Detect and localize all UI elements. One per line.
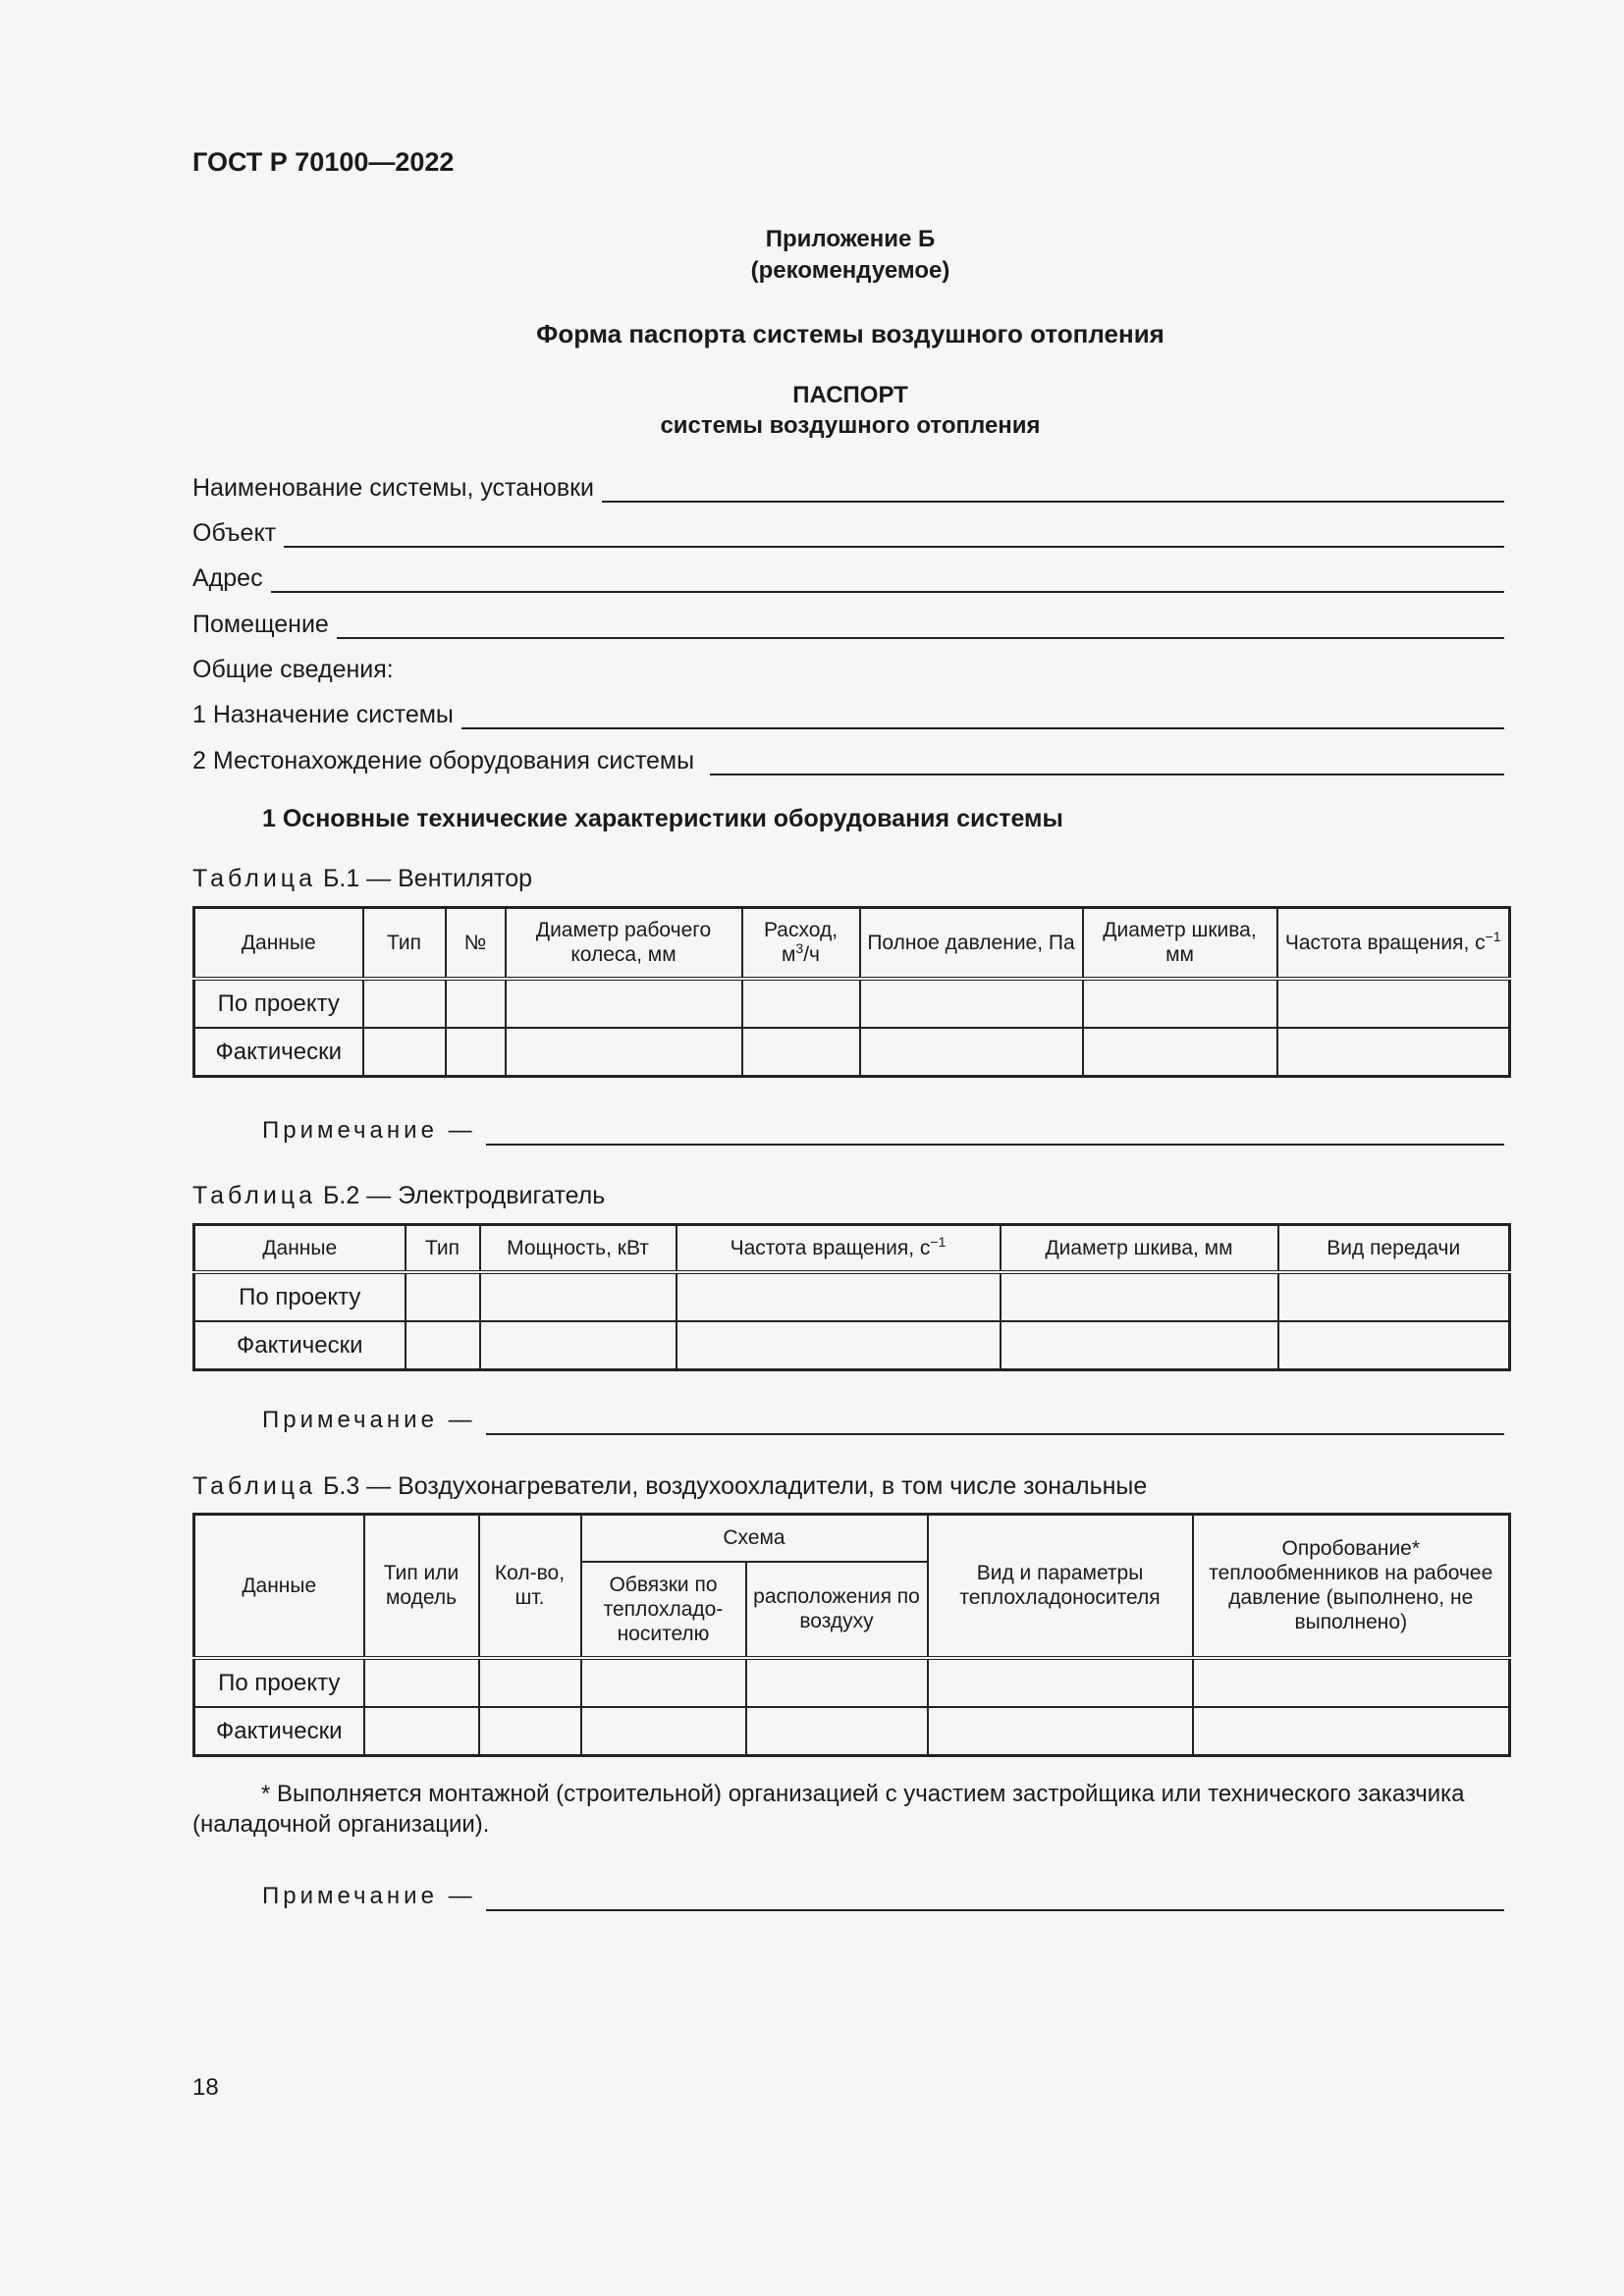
note-table1 (262, 1112, 1504, 1146)
table-cell[interactable] (480, 1272, 677, 1321)
row-label: По проекту (194, 1272, 406, 1321)
table-header-row (194, 1515, 1510, 1562)
table-cell[interactable] (581, 1658, 746, 1707)
superscript: 3 (795, 940, 804, 957)
col-header: Тип (406, 1225, 480, 1272)
caption-prefix: Таблица (192, 865, 317, 892)
table2-caption (192, 1182, 605, 1210)
caption-text: Б.2 — Электродвигатель (316, 1182, 606, 1209)
field-general (192, 651, 1504, 684)
superscript: −1 (930, 1233, 947, 1250)
col-header (1277, 908, 1510, 979)
table-header-row (194, 908, 1510, 979)
field-label: 2 Местонахождение оборудования системы (192, 747, 695, 774)
fill-line[interactable] (461, 702, 1504, 729)
caption-prefix: Таблица (192, 1182, 317, 1209)
row-label: Фактически (194, 1321, 406, 1370)
col-header (677, 1225, 1001, 1272)
field-label: 1 Назначение системы (192, 701, 454, 728)
table-cell[interactable] (928, 1658, 1193, 1707)
table-cell[interactable] (1193, 1707, 1510, 1756)
table-cell[interactable] (860, 1028, 1083, 1077)
col-header: Данные (194, 908, 363, 979)
fill-line[interactable] (486, 1120, 1504, 1146)
table-row (194, 979, 1510, 1028)
footnote: * Выполняется монтажной (строительной) организацией с участием застройщика или технического заказчика (наладочной организации). (192, 1781, 1465, 1838)
table-cell[interactable] (928, 1707, 1193, 1756)
fill-line[interactable] (271, 565, 1504, 593)
fill-line[interactable] (284, 520, 1504, 548)
table-row (194, 1028, 1510, 1077)
table-fan (192, 906, 1511, 1078)
caption-text: Б.3 — Воздухонагреватели, воздухоохладители, в том числе зональные (316, 1472, 1148, 1500)
col-header: Тип (363, 908, 446, 979)
table-cell[interactable] (1277, 979, 1510, 1028)
col-header: Схема (581, 1515, 928, 1562)
table-cell[interactable] (1278, 1272, 1510, 1321)
col-header: Тип или модель (364, 1515, 479, 1658)
field-label: Объект (192, 519, 277, 547)
table-header-row (194, 1225, 1510, 1272)
document-header: ГОСТ Р 70100—2022 (192, 147, 455, 177)
table-cell[interactable] (746, 1707, 928, 1756)
field-label: Помещение (192, 611, 329, 638)
table-cell[interactable] (860, 979, 1083, 1028)
note-label: Примечание — (262, 1117, 476, 1144)
col-header: Мощность, кВт (480, 1225, 677, 1272)
fill-line[interactable] (486, 1410, 1504, 1435)
table-cell[interactable] (1193, 1658, 1510, 1707)
table-cell[interactable] (581, 1707, 746, 1756)
table-cell[interactable] (506, 1028, 742, 1077)
field-room (192, 606, 1504, 639)
table-cell[interactable] (1001, 1321, 1278, 1370)
col-header: Диаметр шкива, мм (1083, 908, 1277, 979)
section-heading: 1 Основные технические характеристики оборудования системы (262, 805, 1063, 832)
row-label: По проекту (194, 979, 363, 1028)
superscript: −1 (1485, 928, 1501, 944)
table-cell[interactable] (406, 1272, 480, 1321)
col-header: Опробование* теплообменников на рабочее давление (выполнено, не выполнено) (1193, 1515, 1510, 1658)
table-cell[interactable] (364, 1658, 479, 1707)
note-label: Примечание — (262, 1407, 476, 1433)
table-cell[interactable] (1001, 1272, 1278, 1321)
field-address (192, 560, 1504, 593)
col-header: Данные (194, 1225, 406, 1272)
note-table2 (262, 1402, 1504, 1435)
table-cell[interactable] (479, 1707, 581, 1756)
table-cell[interactable] (1278, 1321, 1510, 1370)
col-header: Диаметр шкива, мм (1001, 1225, 1278, 1272)
header-text: Расход, м (763, 919, 839, 967)
note-label: Примечание — (262, 1883, 476, 1909)
caption-text: Б.1 — Вентилятор (316, 865, 533, 892)
col-header: № (446, 908, 506, 979)
row-label: Фактически (194, 1707, 364, 1756)
note-table3 (262, 1878, 1504, 1911)
col-header: Вид и параметры теплохладоносителя (928, 1515, 1193, 1658)
form-title: Форма паспорта системы воздушного отопления (536, 319, 1164, 348)
table-cell[interactable] (363, 979, 446, 1028)
passport-subtitle: системы воздушного отопления (660, 412, 1041, 439)
col-header: Диаметр рабочего колеса, мм (506, 908, 742, 979)
field-label: Общие сведения: (192, 656, 394, 683)
field-label: Адрес (192, 564, 263, 592)
table-motor (192, 1223, 1511, 1371)
table-cell[interactable] (742, 1028, 860, 1077)
table-cell[interactable] (406, 1321, 480, 1370)
fill-line[interactable] (486, 1886, 1504, 1911)
appendix-subtitle: (рекомендуемое) (750, 257, 950, 284)
field-purpose (192, 696, 1504, 729)
col-header: Полное давление, Па (860, 908, 1083, 979)
table1-caption (192, 865, 532, 893)
header-text: /ч (803, 943, 820, 967)
table-row (194, 1658, 1510, 1707)
table-cell[interactable] (677, 1272, 1001, 1321)
table-cell[interactable] (1083, 979, 1277, 1028)
table-cell[interactable] (479, 1658, 581, 1707)
col-header: Данные (194, 1515, 364, 1658)
field-location (192, 742, 1504, 775)
fill-line[interactable] (710, 748, 1504, 775)
table-row (194, 1321, 1510, 1370)
table-heaters (192, 1513, 1511, 1757)
col-header (742, 908, 860, 979)
table-cell[interactable] (742, 979, 860, 1028)
row-label: По проекту (194, 1658, 364, 1707)
table-cell[interactable] (446, 1028, 506, 1077)
table-cell[interactable] (1277, 1028, 1510, 1077)
page-number: 18 (192, 2074, 219, 2101)
field-system-name (192, 469, 1504, 503)
table-cell[interactable] (1083, 1028, 1277, 1077)
table-cell[interactable] (363, 1028, 446, 1077)
table3-caption (192, 1472, 1147, 1501)
passport-title: ПАСПОРТ (792, 382, 908, 408)
fill-line[interactable] (337, 612, 1504, 639)
table-cell[interactable] (480, 1321, 677, 1370)
table-cell[interactable] (506, 979, 742, 1028)
table-cell[interactable] (677, 1321, 1001, 1370)
header-text: Частота вращения, с (730, 1236, 931, 1259)
table-row (194, 1707, 1510, 1756)
caption-prefix: Таблица (192, 1472, 317, 1500)
appendix-title: Приложение Б (765, 226, 936, 252)
field-label: Наименование системы, установки (192, 474, 595, 502)
table-cell[interactable] (446, 979, 506, 1028)
fill-line[interactable] (602, 475, 1504, 503)
col-header: расположения по воздуху (746, 1562, 928, 1658)
header-text: Частота вращения, с (1284, 931, 1486, 954)
col-header: Обвязки по теплохладоносителю (581, 1562, 746, 1658)
table-cell[interactable] (364, 1707, 479, 1756)
field-object (192, 514, 1504, 548)
col-header: Вид передачи (1278, 1225, 1510, 1272)
table-cell[interactable] (746, 1658, 928, 1707)
row-label: Фактически (194, 1028, 363, 1077)
table-row (194, 1272, 1510, 1321)
col-header: Кол-во, шт. (479, 1515, 581, 1658)
